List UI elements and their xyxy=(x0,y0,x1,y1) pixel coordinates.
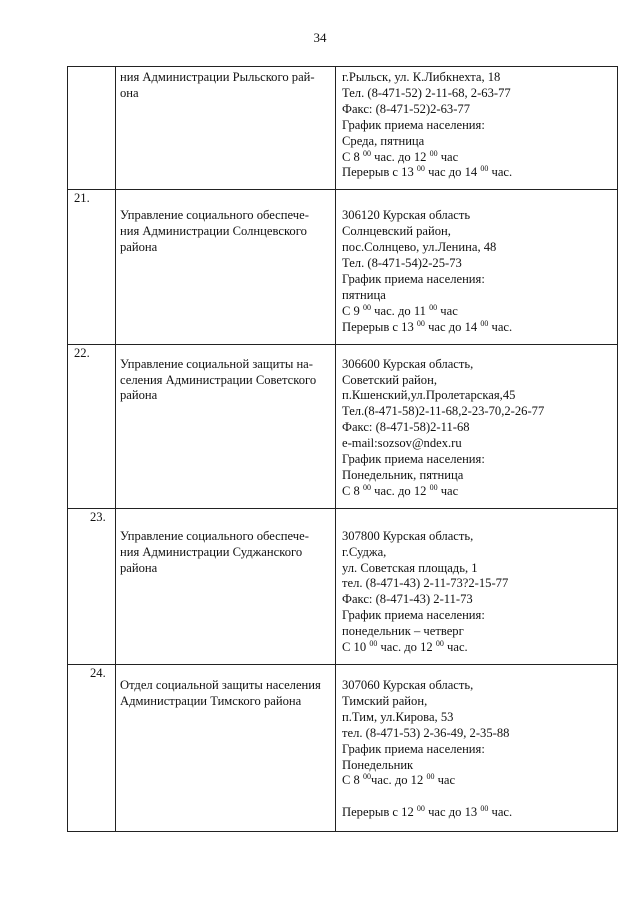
agency-name-cell xyxy=(116,190,336,344)
phone-line: тел. (8-471-43) 2-11-73?2-15-77 xyxy=(342,576,509,591)
table-row xyxy=(68,190,618,344)
address-line: 307060 Курская область, xyxy=(342,678,474,692)
break-hours: Перерыв с 13 $^{00}$ час до 14 $^{00}$ час. xyxy=(342,318,513,334)
row-number: 24. xyxy=(90,666,106,680)
email-line: e-mail:sozsov@ndex.ru xyxy=(342,436,462,451)
address-cell xyxy=(336,344,618,508)
agency-name-line: Управление социального обеспече- xyxy=(120,208,309,223)
row-number-cell xyxy=(68,344,116,508)
phone-line: Тел.(8-471-58)2-11-68,2-23-70,2-26-77 xyxy=(342,404,545,419)
row-number-cell xyxy=(68,665,116,832)
agency-name-cell xyxy=(116,665,336,832)
reception-hours: С 8 $^{00}$час. до 12 $^{00}$ час xyxy=(342,772,456,788)
agency-name-line: Администрации Тимского района xyxy=(120,693,302,708)
break-hours: Перерыв с 12 $^{00}$ час до 13 $^{00}$ час. xyxy=(342,804,513,820)
address-line: Солнцевский район, xyxy=(342,224,451,239)
reception-hours: С 8 $^{00}$ час. до 12 $^{00}$ час xyxy=(342,482,459,498)
row-number-cell xyxy=(68,190,116,344)
page-number: 34 xyxy=(313,30,327,45)
address-cell xyxy=(336,665,618,832)
agency-name-line: селения Администрации Советского xyxy=(120,372,317,387)
address-line: п.Тим, ул.Кирова, 53 xyxy=(342,709,454,724)
address-line: г.Суджа, xyxy=(342,544,387,559)
address-line: г.Рыльск, ул. К.Либкнехта, 18 xyxy=(342,70,501,84)
agency-name-cell xyxy=(116,344,336,508)
agency-name-line: ния Администрации Рыльского рай- xyxy=(120,70,315,84)
schedule-days: Понедельник xyxy=(342,757,414,772)
phone-line: Тел. (8-471-52) 2-11-68, 2-63-77 xyxy=(342,85,511,100)
break-hours: Перерыв с 13 $^{00}$ час до 14 $^{00}$ час. xyxy=(342,164,513,180)
schedule-heading: График приема населения: xyxy=(342,741,485,756)
table-row xyxy=(68,344,618,508)
agency-name-line: района xyxy=(120,388,158,403)
schedule-heading: График приема населения: xyxy=(342,271,485,286)
schedule-days: Среда, пятница xyxy=(342,133,425,148)
agency-name-line: Управление социальной защиты на- xyxy=(120,356,313,371)
address-line: п.Кшенский,ул.Пролетарская,45 xyxy=(342,388,516,403)
schedule-heading: График приема населения: xyxy=(342,608,485,623)
table-row xyxy=(68,67,618,190)
address-line: Тимский район, xyxy=(342,693,428,708)
phone-line: Тел. (8-471-54)2-25-73 xyxy=(342,256,462,271)
row-number-cell xyxy=(68,67,116,190)
schedule-heading: График приема населения: xyxy=(342,117,485,132)
contacts-table xyxy=(67,66,618,832)
address-line: пос.Солнцево, ул.Ленина, 48 xyxy=(342,240,497,255)
schedule-heading: График приема населения: xyxy=(342,452,485,467)
address-line: ул. Советская площадь, 1 xyxy=(342,560,478,575)
schedule-days: пятница xyxy=(342,287,386,302)
agency-name-line: ния Администрации Солнцевского xyxy=(120,224,307,239)
table-row xyxy=(68,508,618,664)
table-row xyxy=(68,665,618,832)
reception-hours: С 8 $^{00}$ час. до 12 $^{00}$ час xyxy=(342,148,459,164)
address-cell xyxy=(336,190,618,344)
address-cell xyxy=(336,67,618,190)
agency-name-line: Управление социального обеспече- xyxy=(120,528,309,543)
agency-name-cell xyxy=(116,508,336,664)
agency-name-line: Отдел социальной защиты населения xyxy=(120,678,321,692)
address-cell xyxy=(336,508,618,664)
reception-hours: С 10 $^{00}$ час. до 12 $^{00}$ час. xyxy=(342,639,468,655)
agency-name-line: ния Администрации Суджанского xyxy=(120,544,303,559)
schedule-days: понедельник – четверг xyxy=(342,624,464,639)
address-line: 307800 Курская область, xyxy=(342,528,474,543)
schedule-days: Понедельник, пятница xyxy=(342,467,464,482)
agency-name-cell xyxy=(116,67,336,190)
agency-name-line: она xyxy=(120,85,139,100)
fax-line: Факс: (8-471-58)2-11-68 xyxy=(342,420,470,435)
address-line: 306120 Курская область xyxy=(342,208,471,223)
agency-name-line: района xyxy=(120,560,158,575)
address-line: 306600 Курская область, xyxy=(342,356,474,371)
address-line: Советский район, xyxy=(342,372,437,387)
reception-hours: С 9 $^{00}$ час. до 11 $^{00}$ час xyxy=(342,302,458,318)
row-number: 23. xyxy=(90,509,106,524)
phone-line: тел. (8-471-53) 2-36-49, 2-35-88 xyxy=(342,725,510,740)
agency-name-line: района xyxy=(120,240,158,255)
fax-line: Факс: (8-471-52)2-63-77 xyxy=(342,101,471,116)
row-number: 22. xyxy=(74,345,90,360)
row-number-cell xyxy=(68,508,116,664)
row-number: 21. xyxy=(74,191,90,206)
fax-line: Факс: (8-471-43) 2-11-73 xyxy=(342,592,473,607)
